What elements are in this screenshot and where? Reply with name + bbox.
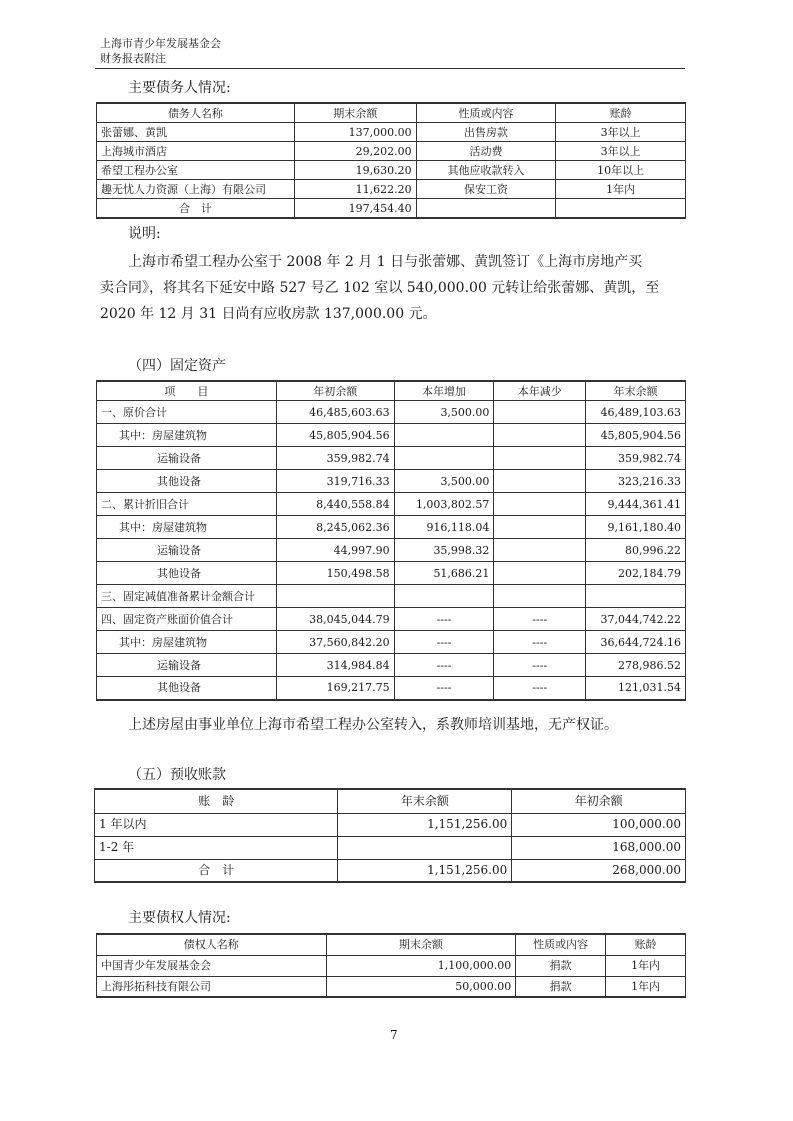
table-cell: 80,996.22 [586, 539, 686, 562]
table-cell: 45,805,904.56 [586, 424, 686, 447]
table-cell [494, 493, 586, 516]
table-cell: 3,500.00 [394, 470, 494, 493]
table-row [97, 424, 686, 447]
table-cell: 916,118.04 [394, 516, 494, 539]
table-cell: 100,000.00 [512, 813, 686, 836]
table-cell: 38,045,044.79 [276, 608, 394, 631]
table-cell: 3年以上 [556, 142, 686, 161]
table-row [97, 654, 686, 677]
table-header-row [97, 103, 686, 123]
table-row [95, 813, 686, 836]
table-cell [586, 585, 686, 608]
column-header: 年初余额 [276, 381, 394, 401]
note-line: 2020 年 12 月 31 日尚有应收房款 137,000.00 元。 [100, 306, 437, 322]
table-cell: 268,000.00 [512, 859, 686, 882]
table-cell: 37,560,842.20 [276, 631, 394, 654]
table-cell: 1 年以内 [95, 813, 338, 836]
table-row [97, 516, 686, 539]
table-row [97, 123, 686, 142]
table-cell: 四、固定资产账面价值合计 [97, 608, 277, 631]
table-cell: 44,997.90 [276, 539, 394, 562]
table-cell: 1年内 [556, 180, 686, 199]
table-cell [494, 585, 586, 608]
table-cell [494, 447, 586, 470]
table-cell: 1,151,256.00 [338, 813, 512, 836]
creditors-title: 主要债权人情况: [128, 910, 231, 926]
table-row [97, 677, 686, 700]
table-cell [556, 199, 686, 219]
column-header: 年末余额 [338, 789, 512, 813]
table-cell: 其他应收款转入 [416, 161, 556, 180]
table-cell: 137,000.00 [294, 123, 416, 142]
table-header-row [95, 789, 686, 813]
column-header: 债务人名称 [97, 103, 295, 123]
table-row [97, 161, 686, 180]
table-cell: 359,982.74 [276, 447, 394, 470]
note-line: 卖合同》，将其名下延安中路 527 号乙 102 室以 540,000.00 元转让给张蕾娜、黄凯，至 [100, 280, 660, 296]
table-cell: 活动费 [416, 142, 556, 161]
table-cell: ---- [394, 608, 494, 631]
column-header: 账 龄 [95, 789, 338, 813]
table-cell: 278,986.52 [586, 654, 686, 677]
table-cell: 保安工资 [416, 180, 556, 199]
table-cell: 三、固定减值准备累计金额合计 [97, 585, 277, 608]
table-row [97, 447, 686, 470]
fixed-assets-note: 上述房屋由事业单位上海市希望工程办公室转入，系教师培训基地，无产权证。 [128, 717, 618, 733]
table-cell: ---- [394, 631, 494, 654]
table-cell: 上海彤拓科技有限公司 [97, 976, 327, 997]
note-line: 上海市希望工程办公室于 2008 年 2 月 1 日与张蕾娜、黄凯签订《上海市房地产买 [128, 254, 643, 270]
table-cell: 46,489,103.63 [586, 401, 686, 424]
table-cell: 169,217.75 [276, 677, 394, 700]
column-header: 项 目 [97, 381, 277, 401]
creditors-table [96, 933, 686, 998]
column-header: 账龄 [556, 103, 686, 123]
column-header: 账龄 [606, 934, 686, 955]
column-header: 年末余额 [586, 381, 686, 401]
table-cell: 11,622.20 [294, 180, 416, 199]
table-cell [394, 424, 494, 447]
advance-title: （五）预收账款 [128, 767, 226, 783]
table-row [97, 608, 686, 631]
table-cell: 捐款 [516, 976, 606, 997]
fixed-assets-title: （四）固定资产 [128, 358, 226, 374]
table-row [97, 539, 686, 562]
table-row [97, 976, 686, 997]
table-cell: ---- [394, 654, 494, 677]
table-cell [416, 199, 556, 219]
table-cell: 202,184.79 [586, 562, 686, 585]
table-cell: 其中：房屋建筑物 [97, 516, 277, 539]
table-cell [394, 585, 494, 608]
table-cell: 9,161,180.40 [586, 516, 686, 539]
table-row [97, 955, 686, 976]
debtors-table [96, 102, 686, 219]
table-cell: 1年内 [606, 976, 686, 997]
table-cell [394, 447, 494, 470]
table-cell [494, 562, 586, 585]
table-cell: 1-2 年 [95, 836, 338, 859]
table-cell: 一、原价合计 [97, 401, 277, 424]
table-cell: 1,100,000.00 [326, 955, 516, 976]
table-cell: 3年以上 [556, 123, 686, 142]
table-cell [494, 516, 586, 539]
column-header: 债权人名称 [97, 934, 327, 955]
table-cell: 8,245,062.36 [276, 516, 394, 539]
column-header: 性质或内容 [516, 934, 606, 955]
table-cell: ---- [394, 677, 494, 700]
table-cell: 150,498.58 [276, 562, 394, 585]
table-cell: 1,003,802.57 [394, 493, 494, 516]
table-cell: 二、累计折旧合计 [97, 493, 277, 516]
column-header: 本年减少 [494, 381, 586, 401]
table-total-row [95, 859, 686, 882]
table-header-row [97, 381, 686, 401]
table-cell: 其中：房屋建筑物 [97, 631, 277, 654]
fixed-assets-table [96, 380, 686, 701]
table-cell: 359,982.74 [586, 447, 686, 470]
note-label: 说明: [128, 226, 161, 242]
table-cell: 29,202.00 [294, 142, 416, 161]
table-cell: 1年内 [606, 955, 686, 976]
table-cell: ---- [494, 608, 586, 631]
table-cell: 45,805,904.56 [276, 424, 394, 447]
table-cell: ---- [494, 677, 586, 700]
table-cell: ---- [494, 631, 586, 654]
table-cell: 其他设备 [97, 470, 277, 493]
table-cell: 51,686.21 [394, 562, 494, 585]
table-cell: 19,630.20 [294, 161, 416, 180]
table-row [97, 585, 686, 608]
table-row [97, 631, 686, 654]
table-cell: 197,454.40 [294, 199, 416, 219]
header-doc: 财务报表附注 [100, 52, 166, 65]
table-cell: 张蕾娜、黄凯 [97, 123, 295, 142]
table-cell: 314,984.84 [276, 654, 394, 677]
column-header: 年初余额 [512, 789, 686, 813]
table-cell: 捐款 [516, 955, 606, 976]
table-cell [276, 585, 394, 608]
column-header: 期末余额 [294, 103, 416, 123]
table-cell: 合 计 [95, 859, 338, 882]
table-row [95, 836, 686, 859]
table-cell: 8,440,558.84 [276, 493, 394, 516]
table-cell: 出售房款 [416, 123, 556, 142]
table-cell: 46,485,603.63 [276, 401, 394, 424]
table-cell: 35,998.32 [394, 539, 494, 562]
table-cell [338, 836, 512, 859]
header-org: 上海市青少年发展基金会 [100, 37, 221, 50]
table-header-row [97, 934, 686, 955]
table-cell: 中国青少年发展基金会 [97, 955, 327, 976]
table-cell: 其他设备 [97, 677, 277, 700]
table-cell: 319,716.33 [276, 470, 394, 493]
table-cell: 运输设备 [97, 447, 277, 470]
table-cell: 运输设备 [97, 539, 277, 562]
column-header: 期末余额 [326, 934, 516, 955]
table-cell: 趣无忧人力资源（上海）有限公司 [97, 180, 295, 199]
table-row [97, 142, 686, 161]
page-number: 7 [390, 1028, 398, 1042]
debtors-title: 主要债务人情况: [128, 80, 231, 96]
advance-table [94, 788, 686, 883]
table-total-row [97, 199, 686, 219]
table-cell [494, 470, 586, 493]
table-cell: 3,500.00 [394, 401, 494, 424]
table-row [97, 562, 686, 585]
table-row [97, 470, 686, 493]
table-cell: ---- [494, 654, 586, 677]
table-cell: 9,444,361.41 [586, 493, 686, 516]
table-cell: 168,000.00 [512, 836, 686, 859]
table-cell: 合 计 [97, 199, 295, 219]
table-cell: 50,000.00 [326, 976, 516, 997]
table-cell: 上海城市酒店 [97, 142, 295, 161]
header-divider [95, 68, 685, 69]
table-cell [494, 539, 586, 562]
table-cell: 运输设备 [97, 654, 277, 677]
table-cell [494, 424, 586, 447]
table-cell: 36,644,724.16 [586, 631, 686, 654]
column-header: 本年增加 [394, 381, 494, 401]
table-row [97, 180, 686, 199]
table-cell: 其中：房屋建筑物 [97, 424, 277, 447]
table-cell: 37,044,742.22 [586, 608, 686, 631]
table-cell [494, 401, 586, 424]
table-cell: 其他设备 [97, 562, 277, 585]
table-cell: 323,216.33 [586, 470, 686, 493]
table-cell: 10年以上 [556, 161, 686, 180]
column-header: 性质或内容 [416, 103, 556, 123]
table-cell: 希望工程办公室 [97, 161, 295, 180]
table-cell: 1,151,256.00 [338, 859, 512, 882]
table-cell: 121,031.54 [586, 677, 686, 700]
table-row [97, 493, 686, 516]
table-row [97, 401, 686, 424]
page-header [100, 36, 221, 66]
